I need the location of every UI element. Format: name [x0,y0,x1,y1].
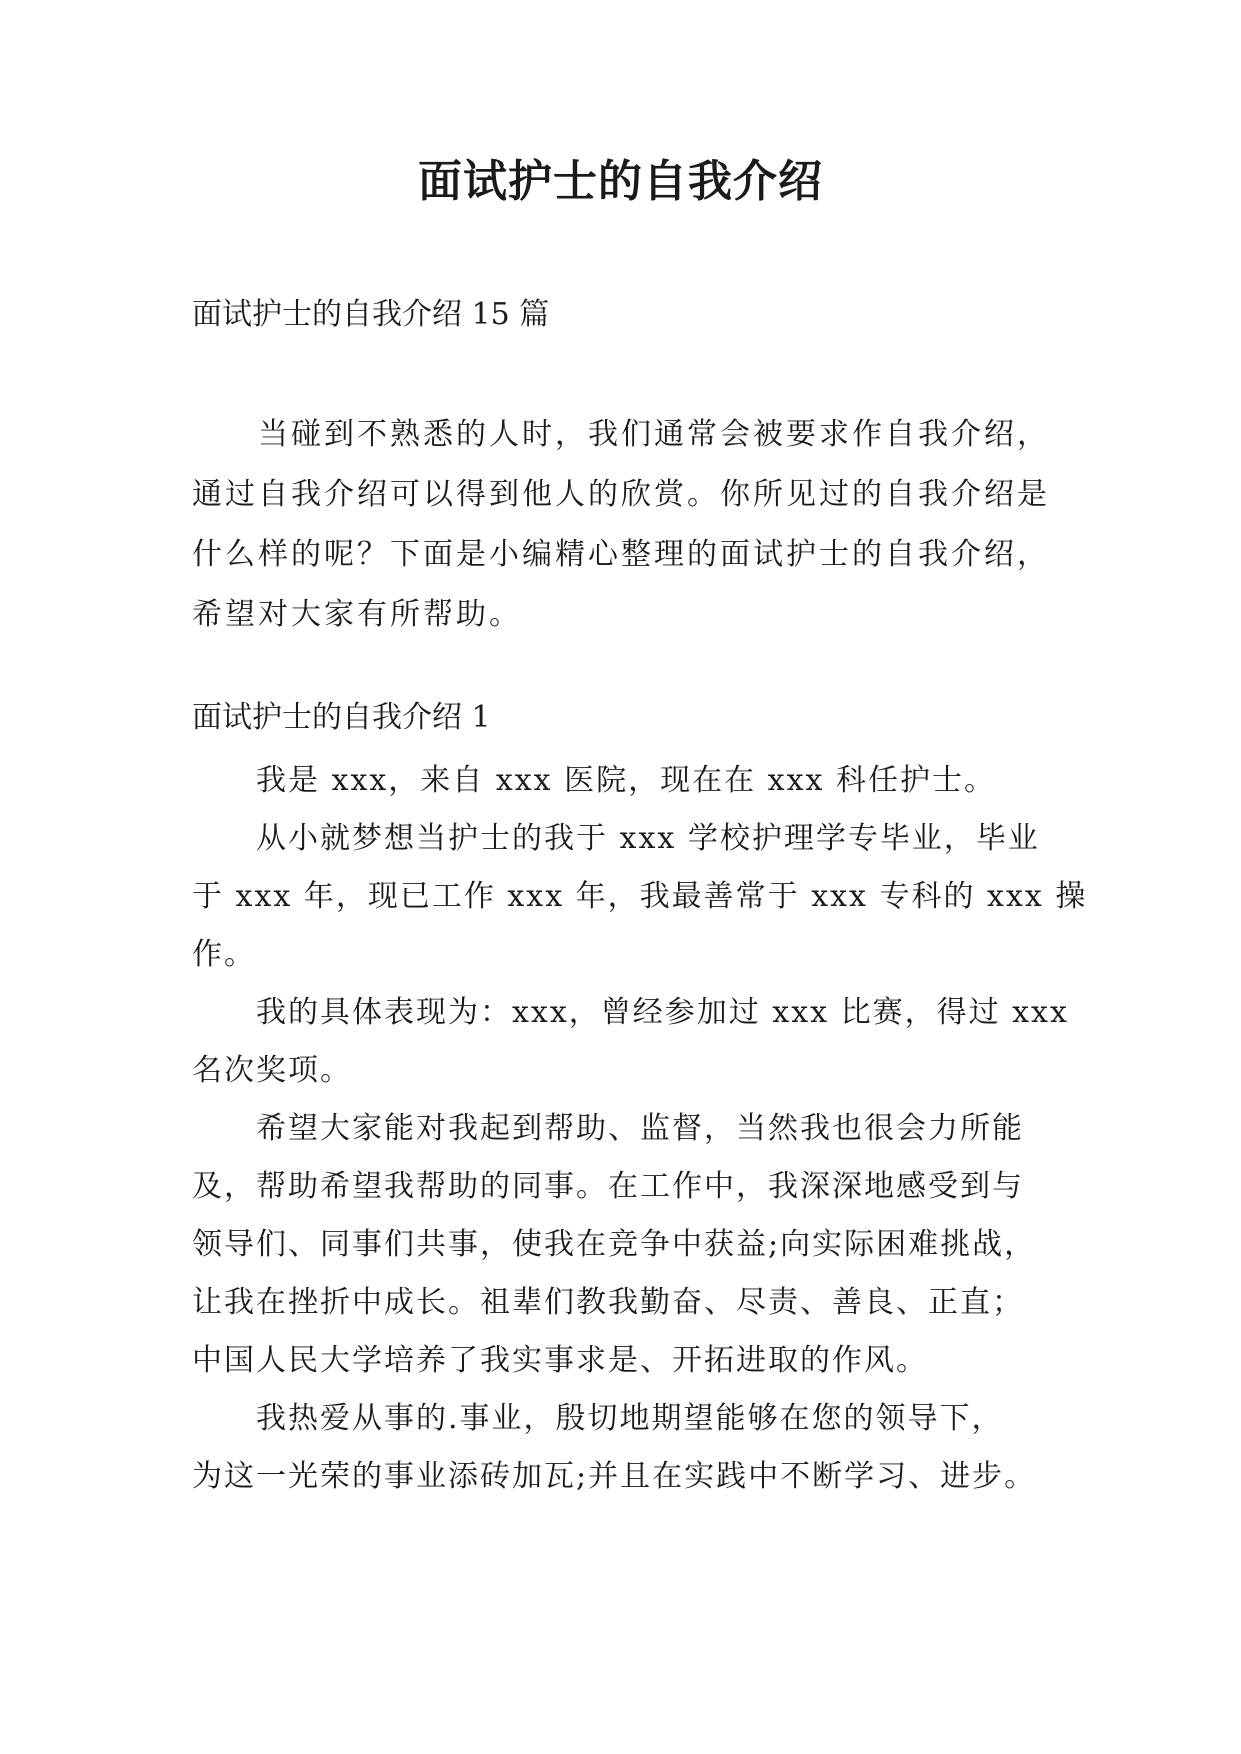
body-line: 名次奖项。 [192,1053,352,1088]
section-heading: 面试护士的自我介绍 1 [192,700,491,735]
intro-line: 什么样的呢？下面是小编精心整理的面试护士的自我介绍， [192,537,1050,572]
body-line: 领导们、同事们共事，使我在竞争中获益;向实际困难挑战， [192,1227,1037,1262]
body-line: 于 xxx 年，现已工作 xxx 年，我最善常于 xxx 专科的 xxx 操 [192,879,1088,914]
intro-line: 当碰到不熟悉的人时，我们通常会被要求作自我介绍， [192,417,1050,452]
document-title: 面试护士的自我介绍 [418,156,823,207]
body-line: 从小就梦想当护士的我于 xxx 学校护理学专毕业，毕业 [192,821,1040,856]
body-line: 我热爱从事的.事业，殷切地期望能够在您的领导下， [192,1401,1004,1436]
body-line: 我的具体表现为：xxx，曾经参加过 xxx 比赛，得过 xxx [192,995,1069,1030]
body-line: 为这一光荣的事业添砖加瓦;并且在实践中不断学习、进步。 [192,1459,1037,1494]
intro-paragraph [192,405,1072,645]
intro-line: 希望对大家有所帮助。 [192,597,522,632]
section-body [192,752,1088,1506]
body-line: 作。 [192,937,256,972]
body-line: 中国人民大学培养了我实事求是、开拓进取的作风。 [192,1343,928,1378]
body-line: 让我在挫折中成长。祖辈们教我勤奋、尽责、善良、正直； [192,1285,1024,1320]
body-line: 我是 xxx，来自 xxx 医院，现在在 xxx 科任护士。 [192,763,996,798]
document-subtitle: 面试护士的自我介绍 15 篇 [192,297,550,332]
body-line: 希望大家能对我起到帮助、监督，当然我也很会力所能 [192,1111,1024,1146]
intro-line: 通过自我介绍可以得到他人的欣赏。你所见过的自我介绍是 [192,477,1050,512]
body-line: 及，帮助希望我帮助的同事。在工作中，我深深地感受到与 [192,1169,1024,1204]
